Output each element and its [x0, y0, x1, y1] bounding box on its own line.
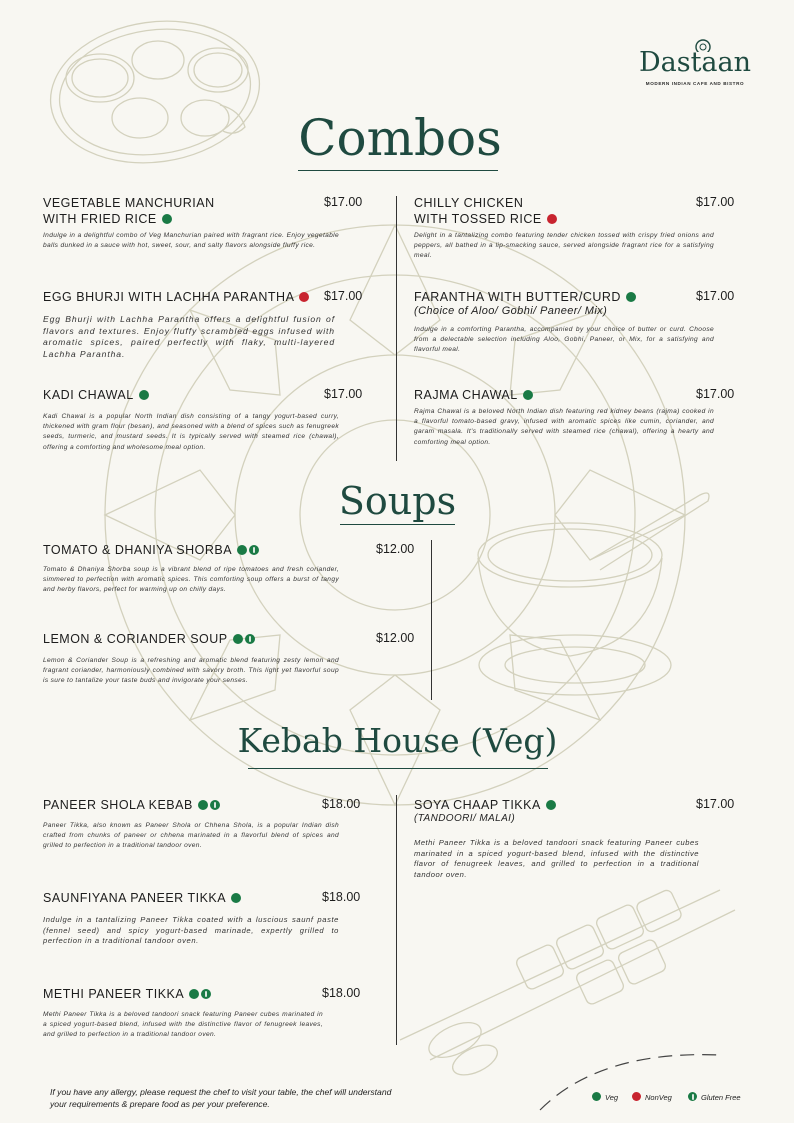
- item-price: $18.00: [322, 986, 361, 1000]
- item-name: VEGETABLE MANCHURIAN WITH FRIED RICE: [43, 196, 215, 226]
- item-price: $18.00: [322, 797, 361, 811]
- gluten-free-icon: [245, 634, 255, 644]
- veg-icon: [626, 292, 636, 302]
- item-price: $17.00: [696, 797, 735, 811]
- item-name: METHI PANEER TIKKA: [43, 986, 211, 1002]
- veg-icon: [523, 390, 533, 400]
- item-price: $18.00: [322, 890, 361, 904]
- nonveg-icon: [547, 214, 557, 224]
- item-description: Indulge in a tantalizing Paneer Tikka coated with a luscious saunf paste (fennel seed) and spicy yogurt-based marinade, expertly grilled to perfection in a traditional tandoor oven.: [43, 915, 339, 946]
- item-name: CHILLY CHICKEN WITH TOSSED RICE: [414, 195, 557, 227]
- section-title-kebab-house: Kebab House (Veg): [237, 721, 558, 760]
- item-price: $17.00: [324, 195, 363, 209]
- item-description: Methi Paneer Tikka is a beloved tandoori snack featuring Paneer cubes marinated in a spiced yogurt-based blend, infused with the distinctive flavor of fenugreek leaves, and grilled to perfection in a traditional tandoor oven.: [414, 838, 699, 879]
- veg-icon: [139, 390, 149, 400]
- legend-veg: Veg: [592, 1092, 618, 1102]
- item-description: Egg Bhurji with Lachha Parantha offers a delightful fusion of flavors and textures. Enjoy fluffy scrambled eggs infused with aromatic spices, paired perfectly with flaky, multi-layered Lachha Parantha.: [43, 314, 335, 359]
- item-price: $17.00: [324, 387, 363, 401]
- divider: [340, 524, 455, 525]
- item-price: $17.00: [324, 289, 363, 303]
- item-subtitle: (Choice of Aloo/ Gobhi/ Paneer/ Mix): [414, 305, 608, 317]
- nonveg-icon: [299, 292, 309, 302]
- column-divider: [396, 795, 397, 1045]
- item-price: $12.00: [376, 542, 415, 556]
- veg-icon: [231, 893, 241, 903]
- veg-icon: [592, 1092, 601, 1101]
- allergy-note: If you have any allergy, please request the chef to visit your table, the chef will understand your requirements & prepare food as per your preference.: [50, 1087, 392, 1109]
- item-price: $12.00: [376, 631, 415, 645]
- brand-name: Dastaan: [638, 47, 752, 78]
- item-description: Paneer Tikka, also known as Paneer Shola or Chhena Shola, is a popular Indian dish crafted from chunks of paneer or chhena marinated in a flavorful blend of spices and grilled to perfection in a traditional tandoor oven.: [43, 822, 339, 850]
- item-subtitle: (TANDOORI/ MALAI): [414, 813, 516, 824]
- legend-gluten-free: Gluten Free: [688, 1092, 741, 1102]
- item-price: $17.00: [696, 195, 735, 209]
- column-divider: [396, 196, 397, 461]
- legend-nonveg: NonVeg: [632, 1092, 672, 1102]
- item-description: Indulge in a comforting Parantha, accompanied by your choice of butter or curd. Choose from a delectable selection including Aloo, Gobhi, Paneer, or Mix, for a satisfying and flavorful meal.: [414, 326, 714, 354]
- item-description: Tomato & Dhaniya Shorba soup is a vibrant blend of ripe tomatoes and fresh coriander, simmered to perfection with aromatic spices. This comforting soup offers a burst of tangy and herby flavors, perfect for warming up on chilly days.: [43, 566, 339, 594]
- section-title-soups: Soups: [338, 479, 457, 523]
- veg-icon: [162, 214, 172, 224]
- item-description: Delight in a tantalizing combo featuring tender chicken tossed with crispy fried onions and peppers, all bathed in a lip-smacking sauce, served alongside fragrant rice for a satisfying meal.: [414, 232, 714, 260]
- brand-logo: [630, 38, 760, 86]
- item-price: $17.00: [696, 289, 735, 303]
- veg-icon: [198, 800, 208, 810]
- item-name: SAUNFIYANA PANEER TIKKA: [43, 890, 241, 906]
- divider: [298, 170, 498, 171]
- item-name: TOMATO & DHANIYA SHORBA: [43, 542, 259, 558]
- gluten-free-icon: [210, 800, 220, 810]
- item-description: Methi Paneer Tikka is a beloved tandoori snack featuring Paneer cubes marinated in a spiced yogurt-based blend, infused with the distinctive flavor of fenugreek leaves, and grilled to perfection in a traditional tandoor oven.: [43, 1011, 323, 1039]
- item-description: Lemon & Coriander Soup is a refreshing and aromatic blend featuring zesty lemon and fragrant coriander, harmoniously combined with savory broth. This light yet flavorful soup is sure to tantalize your taste buds and invigorate your senses.: [43, 657, 339, 685]
- veg-icon: [189, 989, 199, 999]
- item-name: FARANTHA WITH BUTTER/CURD: [414, 289, 636, 305]
- item-name: RAJMA CHAWAL: [414, 387, 533, 403]
- item-name: EGG BHURJI WITH LACHHA PARANTHA: [43, 289, 309, 305]
- section-title-combos: Combos: [298, 109, 502, 167]
- nonveg-icon: [632, 1092, 641, 1101]
- gluten-free-icon: [201, 989, 211, 999]
- veg-icon: [237, 545, 247, 555]
- item-description: Indulge in a delightful combo of Veg Manchurian paired with fragrant rice. Enjoy vegetable balls dunked in a sauce with hot, sweet, sour, and salty flavors alongside fluffy rice.: [43, 232, 339, 250]
- divider: [248, 768, 548, 769]
- gluten-free-icon: [688, 1092, 697, 1101]
- gluten-free-icon: [249, 545, 259, 555]
- veg-icon: [233, 634, 243, 644]
- item-name: KADI CHAWAL: [43, 387, 149, 403]
- veg-icon: [546, 800, 556, 810]
- item-name: PANEER SHOLA KEBAB: [43, 797, 220, 813]
- item-price: $17.00: [696, 387, 735, 401]
- item-name: SOYA CHAAP TIKKA: [414, 797, 556, 813]
- item-name: LEMON & CORIANDER SOUP: [43, 631, 255, 647]
- item-description: Rajma Chawal is a beloved North Indian dish featuring red kidney beans (rajma) cooked in a flavorful tomato-based gravy, infused with aromatic spices like cumin, coriander, and garam masala. It's traditionally served with steamed rice (chawal), offering a hearty and comforting meal option.: [414, 408, 714, 446]
- brand-tagline: MODERN INDIAN CAFE AND BISTRO: [645, 81, 745, 86]
- item-description: Kadi Chawal is a popular North Indian dish consisting of a tangy yogurt-based curry, thickened with gram flour (besan), and seasoned with a blend of spices such as fenugreek seeds, turmeric, and mustard seeds. It is typically served with steamed rice (chawal), offering a comforting and wholesome meal option.: [43, 413, 339, 451]
- column-divider: [431, 540, 432, 700]
